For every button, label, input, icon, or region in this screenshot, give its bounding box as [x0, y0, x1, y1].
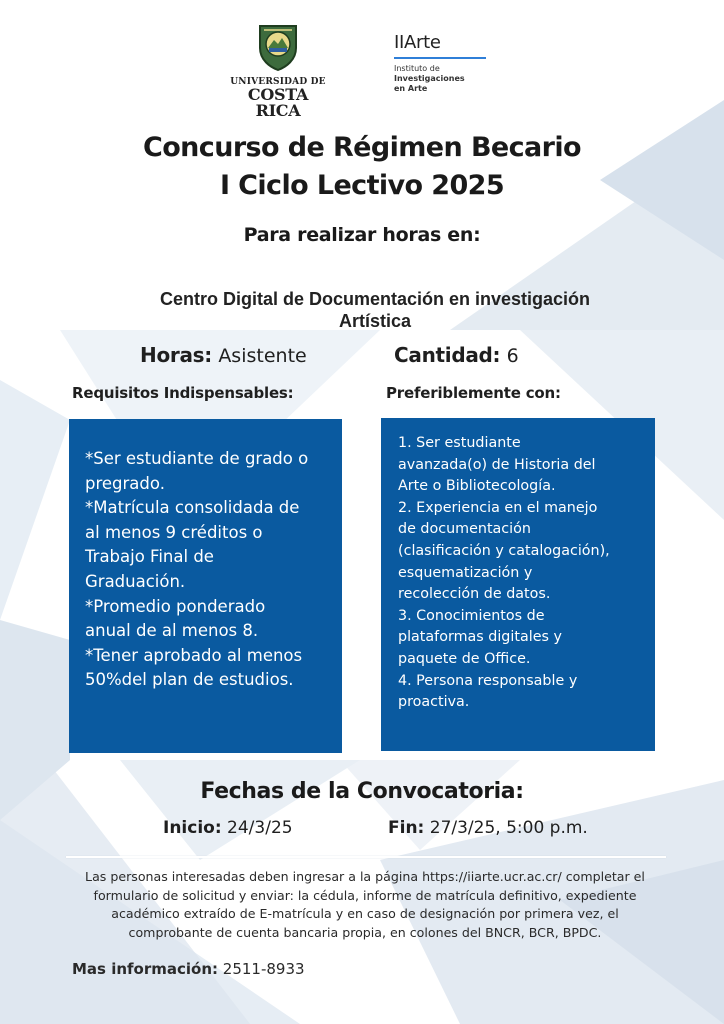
divider — [66, 856, 666, 858]
requisito-line: Trabajo Final de — [85, 547, 214, 567]
preferible-line: 1. Ser estudiante — [398, 435, 521, 451]
preferible-line: 3. Conocimientos de — [398, 607, 545, 624]
preferible-line: proactiva. — [398, 694, 470, 711]
cantidad-label: Cantidad: — [394, 343, 501, 367]
info-line: académico extraído de E-matrícula y en caso de designación por primera vez, el — [111, 906, 619, 922]
iiarte-name: IIArte — [394, 32, 441, 53]
requisito-line: *Ser estudiante de grado o — [85, 449, 309, 468]
centro-name — [90, 288, 660, 332]
preferible-heading: Preferiblemente con: — [386, 384, 561, 402]
preferible-line: Arte o Bibliotecología. — [398, 478, 556, 495]
preferible-line: de documentación — [398, 521, 531, 538]
preferible-box — [381, 418, 655, 751]
requisitos-heading: Requisitos Indispensables: — [72, 384, 294, 402]
centro-line1: Centro Digital de Documentación en investigación — [159, 289, 591, 309]
info-line: Las personas interesadas deben ingresar a la página https://iiarte.ucr.ac.cr/ completar el — [85, 869, 645, 884]
iiarte-sub-line2: Investigaciones — [394, 74, 465, 83]
horas-label: Horas: — [140, 343, 212, 367]
ucr-name-line1: UNIVERSIDAD DE — [230, 77, 326, 87]
fin-label: Fin: — [388, 818, 425, 838]
fin-line — [388, 818, 588, 838]
cantidad-value: 6 — [506, 345, 519, 367]
preferible-line: 4. Persona responsable y — [398, 672, 578, 689]
requisito-line: *Matrícula consolidada de — [85, 498, 300, 518]
horas-line — [140, 343, 307, 367]
preferible-line: esquematización y — [398, 564, 533, 581]
info-line: formulario de solicitud y enviar: la cédula, informe de matrícula definitivo, expediente — [93, 887, 637, 903]
inicio-label: Inicio: — [163, 818, 222, 838]
preferible-line: avanzada(o) de Historia del — [398, 456, 596, 473]
preferible-line: 2. Experiencia en el manejo — [398, 499, 598, 516]
ucr-name-line2: COSTA RICA — [247, 85, 309, 120]
iiarte-subtitle — [394, 64, 488, 94]
page-title-cycle: I Ciclo Lectivo 2025 — [219, 170, 505, 201]
info-paragraph — [40, 868, 690, 942]
requisito-line: *Promedio ponderado — [85, 596, 266, 616]
ucr-logo — [228, 22, 328, 119]
requisito-line: Graduación. — [85, 571, 186, 591]
cantidad-line — [394, 343, 519, 367]
requisito-line: anual de al menos 8. — [85, 621, 259, 641]
requisito-line: 50%del plan de estudios. — [85, 670, 294, 690]
contact-phone: 2511-8933 — [222, 960, 305, 978]
horas-value: Asistente — [218, 345, 307, 367]
fin-value: 27/3/25, 5:00 p.m. — [429, 818, 588, 838]
requisito-line: pregrado. — [85, 473, 165, 493]
preferible-line: plataformas digitales y — [398, 629, 562, 646]
fechas-heading: Fechas de la Convocatoria: — [200, 779, 524, 804]
preferible-line: paquete de Office. — [398, 650, 531, 667]
page-title: Concurso de Régimen Becario — [143, 132, 581, 163]
page-subtitle: Para realizar horas en: — [243, 224, 481, 246]
centro-line2: Artística — [338, 311, 412, 331]
iiarte-sub-line3: en Arte — [394, 84, 428, 93]
inicio-value: 24/3/25 — [227, 818, 293, 838]
info-line: comprobante de cuenta bancaria propia, en colones del BNCR, BCR, BPDC. — [128, 924, 602, 940]
contact-line — [72, 960, 305, 978]
requisitos-box — [69, 419, 342, 753]
contact-label: Mas información: — [72, 960, 219, 978]
iiarte-sub-line1: Instituto de — [394, 64, 440, 73]
requisito-line: *Tener aprobado al menos — [85, 645, 303, 665]
university-seal-icon — [256, 22, 300, 72]
iiarte-logo — [394, 32, 488, 94]
preferible-line: recolección de datos. — [398, 586, 551, 603]
inicio-line — [163, 818, 293, 838]
requisito-line: al menos 9 créditos o — [85, 522, 263, 542]
iiarte-accent-rule — [394, 57, 486, 59]
preferible-line: (clasificación y catalogación), — [398, 542, 610, 559]
